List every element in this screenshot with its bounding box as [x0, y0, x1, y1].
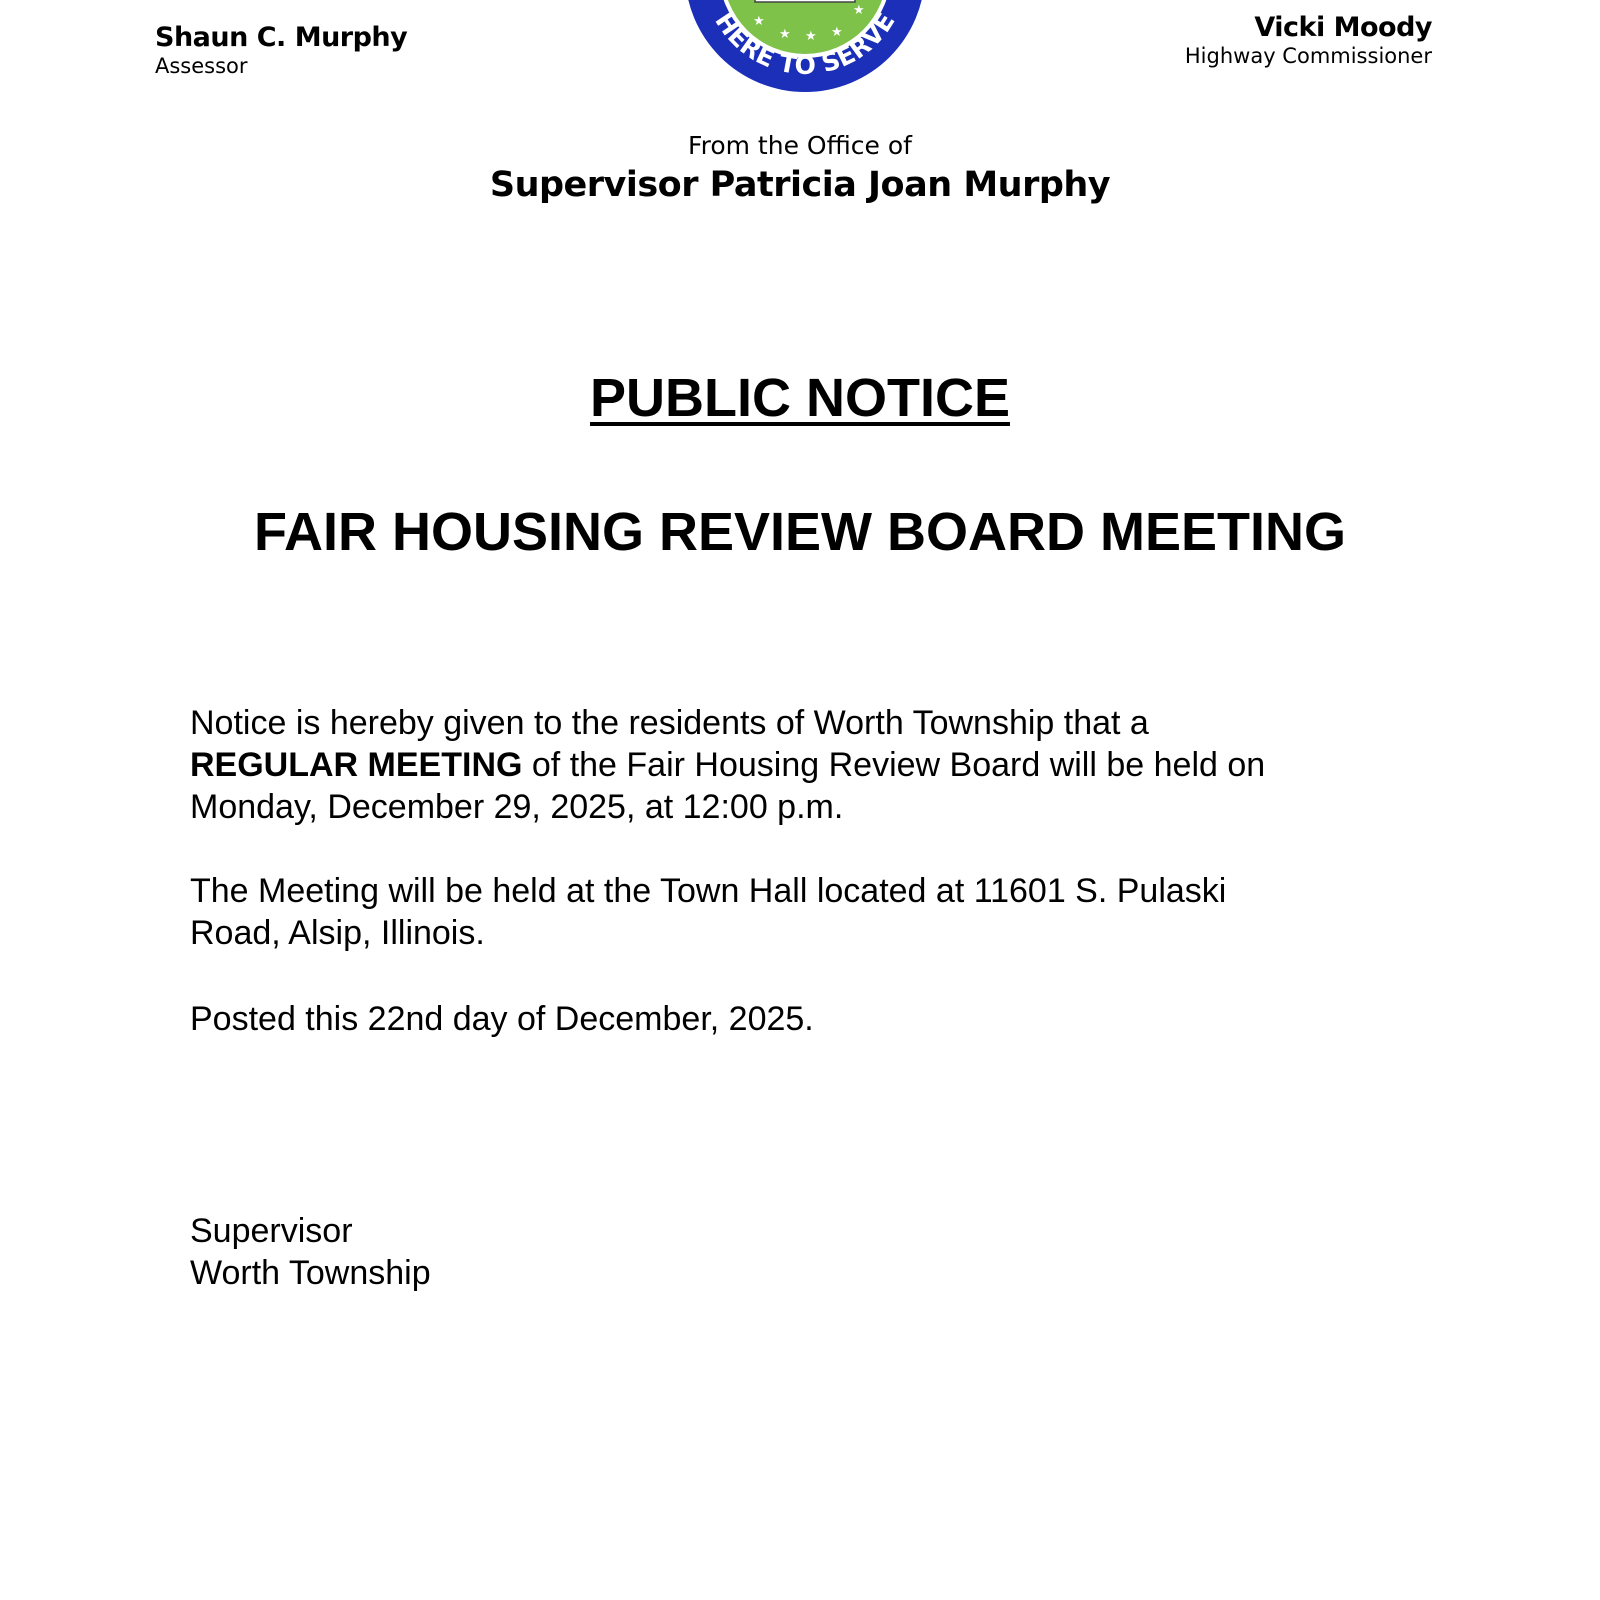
assessor-title: Assessor [155, 54, 248, 78]
township-seal-logo [683, 0, 927, 94]
signature-organization: Worth Township [190, 1254, 431, 1292]
seal-building-icon [755, 0, 855, 2]
notice-title-text: PUBLIC NOTICE [589, 368, 1010, 428]
star-icon: ★ [805, 29, 817, 44]
assessor-name: Shaun C. Murphy [155, 22, 408, 53]
right-official-block [1185, 12, 1432, 68]
paragraph-line: Road, Alsip, Illinois. [190, 914, 485, 952]
supervisor-name: Supervisor Patricia Joan Murphy [489, 165, 1111, 205]
meeting-title: FAIR HOUSING REVIEW BOARD MEETING [253, 502, 1347, 562]
star-icon: ★ [853, 3, 865, 18]
office-heading [0, 130, 1600, 208]
highway-commissioner-title: Highway Commissioner [1184, 44, 1432, 68]
regular-meeting-emphasis: REGULAR MEETING [190, 746, 523, 784]
signature-role: Supervisor [190, 1212, 353, 1250]
seal-motto: HERE TO SERVE [709, 7, 901, 80]
paragraph-line: The Meeting will be held at the Town Hall located at 11601 S. Pulaski [190, 872, 1227, 910]
office-from-label: From the Office of [688, 131, 912, 160]
star-icon: ★ [753, 14, 765, 29]
posted-line: Posted this 22nd day of December, 2025. [190, 1000, 814, 1038]
paragraph-line: Monday, December 29, 2025, at 12:00 p.m. [190, 788, 844, 826]
paragraph-line: Notice is hereby given to the residents of Worth Township that a [190, 704, 1149, 742]
left-official-block [155, 22, 407, 78]
paragraph-text: of the Fair Housing Review Board will be held on [522, 746, 1266, 784]
star-icon: ★ [779, 27, 791, 42]
highway-commissioner-name: Vicki Moody [1254, 12, 1432, 43]
notice-posted-date [190, 998, 1390, 1040]
paragraph-line [190, 744, 1390, 786]
star-icon: ★ [831, 25, 843, 40]
notice-title [0, 368, 1600, 428]
signature-block [190, 1210, 1390, 1294]
notice-paragraph-meeting [190, 702, 1390, 828]
notice-paragraph-location [190, 870, 1390, 954]
